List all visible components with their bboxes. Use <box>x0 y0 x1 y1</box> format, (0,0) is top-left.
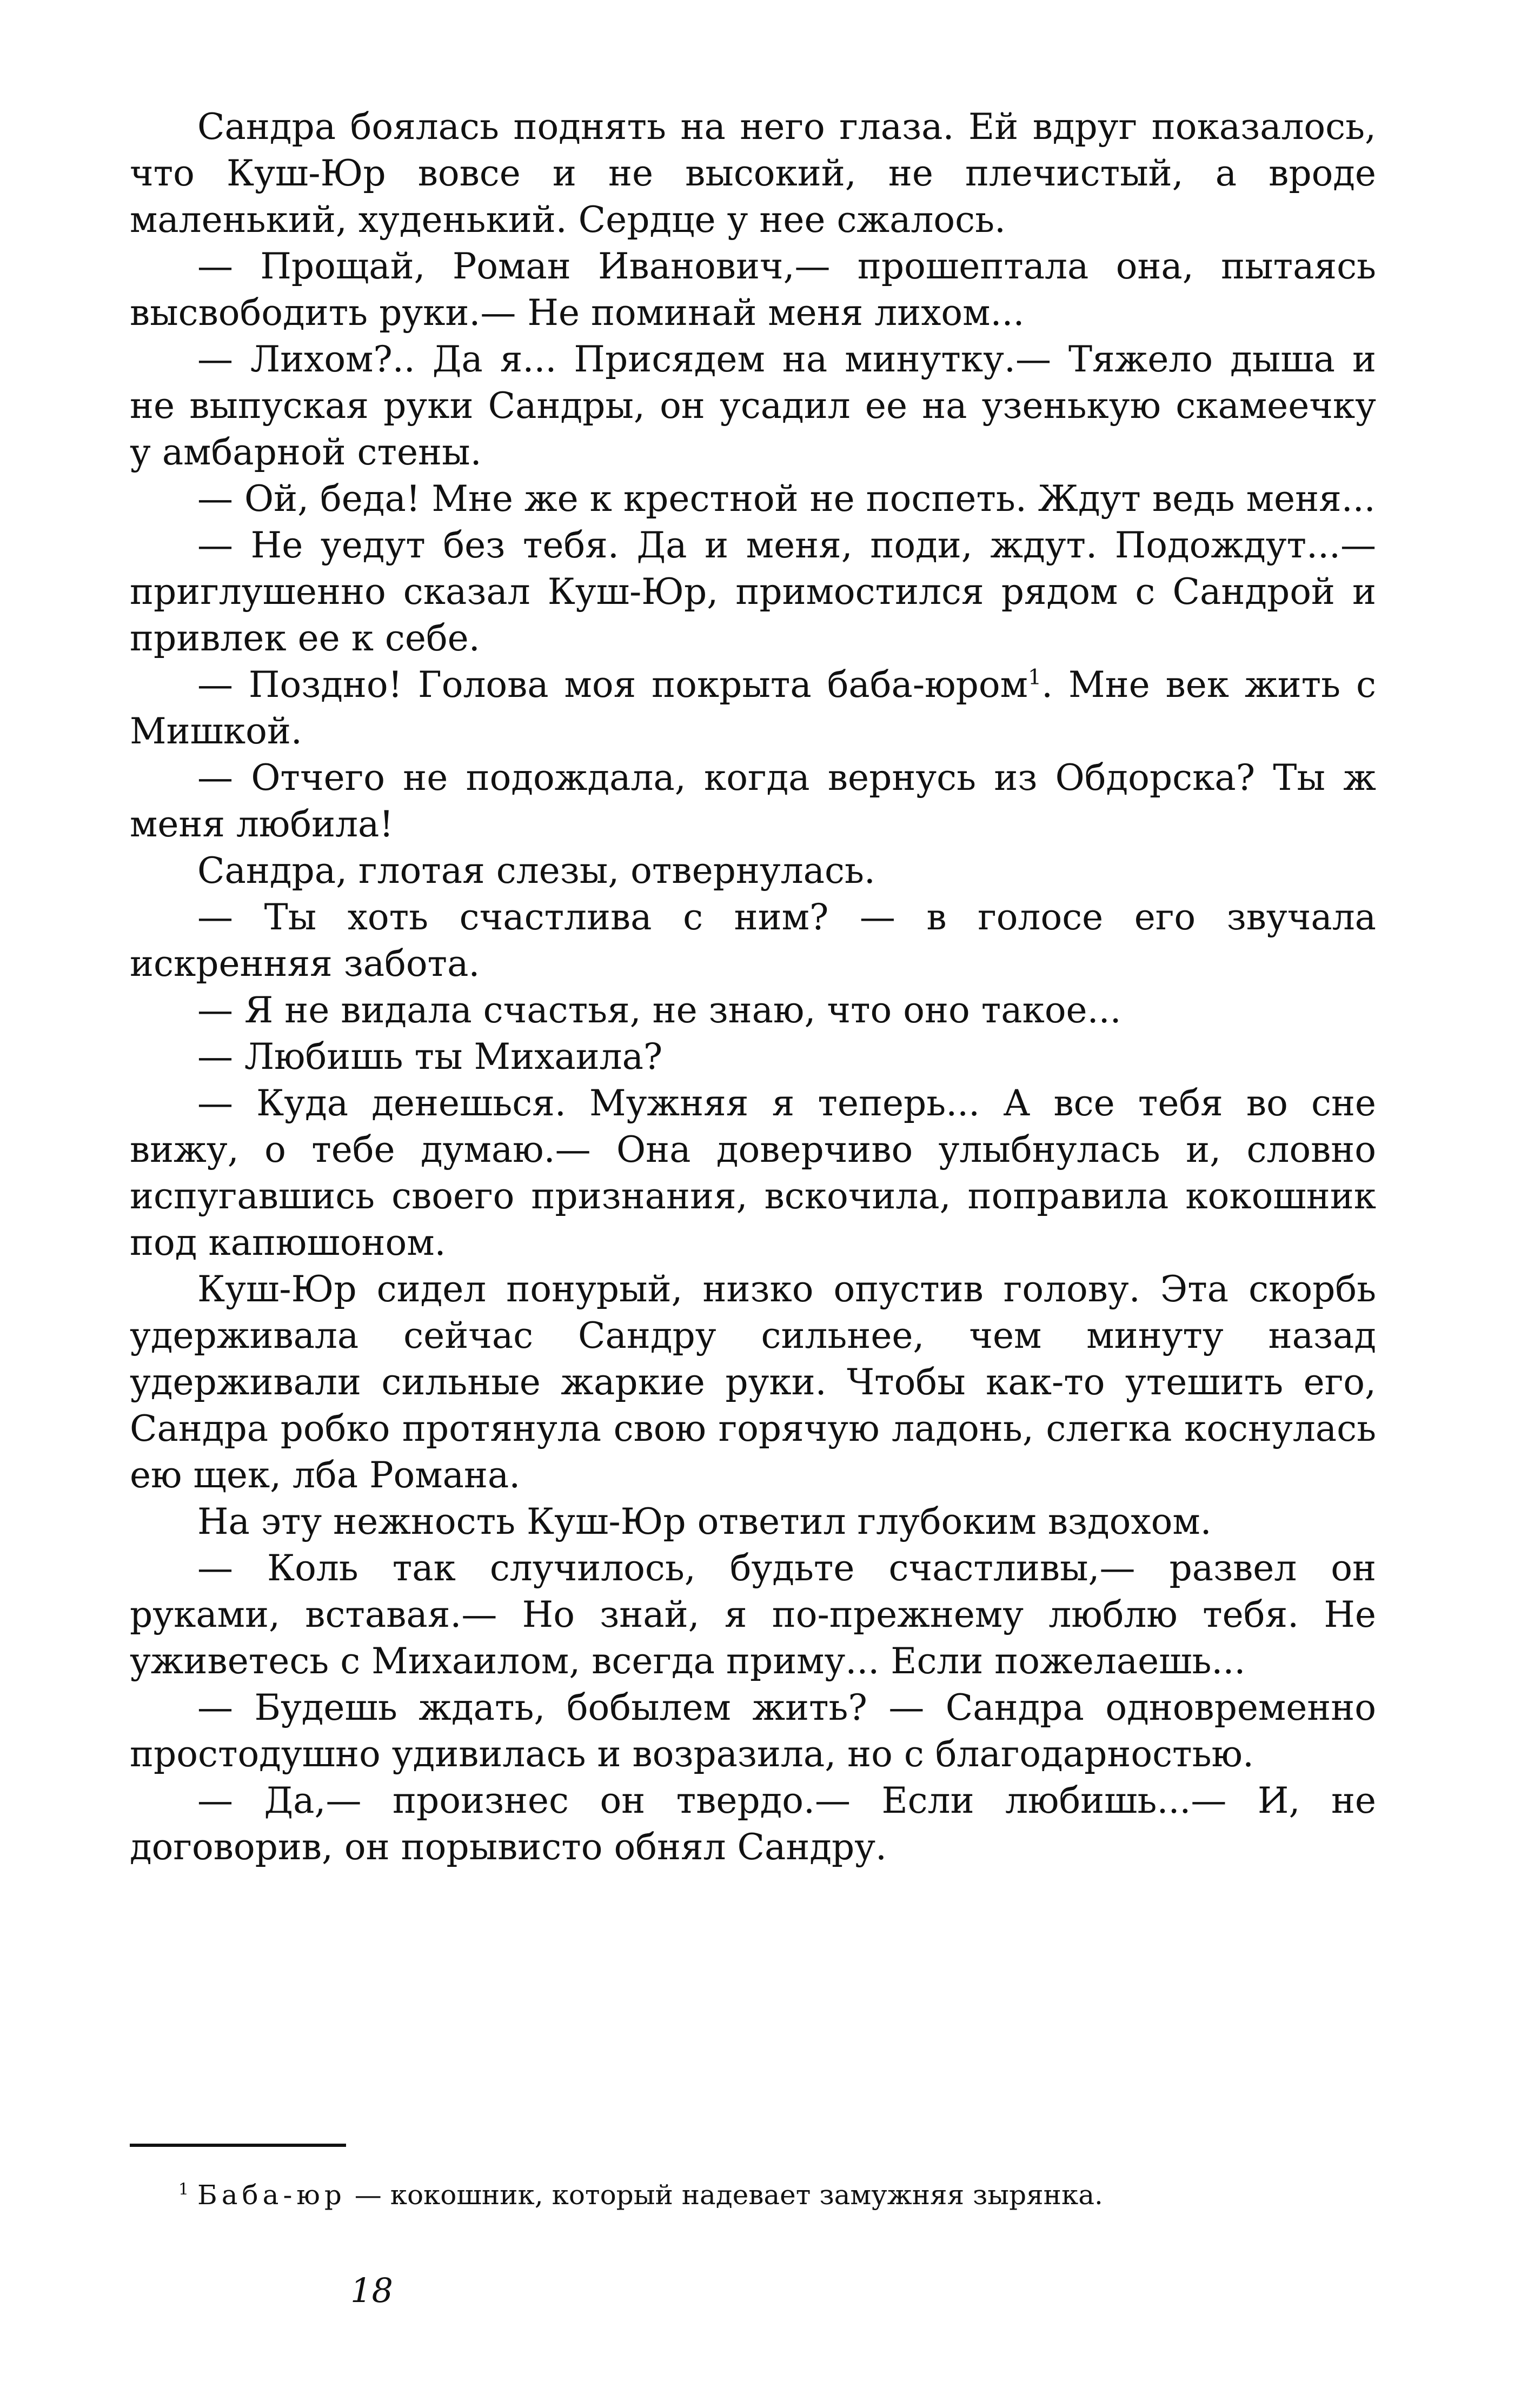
footnote-text: — кокошник, который надевает замужняя зырянка. <box>346 2179 1103 2211</box>
paragraph-text: — Поздно! Голова моя покрыта баба-юром <box>197 664 1028 706</box>
paragraph: — Прощай, Роман Иванович,— прошептала она, пытаясь высвободить руки.— Не поминай меня лихом... <box>130 245 1376 334</box>
footnote-term: Баба-юр <box>197 2179 346 2211</box>
paragraph-with-footnote <box>130 662 1376 755</box>
footnote <box>130 2178 1376 2212</box>
footnote-reference: 1 <box>1027 665 1042 690</box>
paragraph: Сандра, глотая слезы, отвернулась. <box>197 850 875 892</box>
paragraph: — Не уедут без тебя. Да и меня, поди, ждут. Подождут...— приглушенно сказал Куш-Юр, примостился рядом с Сандрой и привлек ее к себе. <box>130 524 1376 659</box>
paragraph: На эту нежность Куш-Юр ответил глубоким вздохом. <box>197 1501 1212 1542</box>
paragraph: — Ты хоть счастлива с ним? — в голосе его звучала искренняя забота. <box>130 896 1376 985</box>
paragraph: Сандра боялась поднять на него глаза. Ей вдруг показалось, что Куш-Юр вовсе и не высокий, не плечистый, а вроде маленький, худенький. Сердце у нее сжалось. <box>130 106 1376 241</box>
footnote-divider <box>130 2144 346 2147</box>
paragraph: — Отчего не подождала, когда вернусь из Обдорска? Ты ж меня любила! <box>130 757 1376 845</box>
paragraph: — Коль так случилось, будьте счастливы,— развел он руками, вставая.— Но знай, я по-прежнему люблю тебя. Не уживетесь с Михаилом, всегда приму... Если пожелаешь... <box>130 1547 1376 1682</box>
paragraph: — Любишь ты Михаила? <box>197 1036 663 1077</box>
paragraph: — Лихом?.. Да я... Присядем на минутку.— Тяжело дыша и не выпуская руки Сандры, он усадил ее на узенькую скамеечку у амбарной стены. <box>130 338 1376 473</box>
paragraph: — Ой, беда! Мне же к крестной не поспеть. Ждут ведь меня... <box>197 478 1376 520</box>
paragraph: Куш-Юр сидел понурый, низко опустив голову. Эта скорбь удерживала сейчас Сандру сильнее, чем минуту назад удерживали сильные жаркие руки. Чтобы как-то утешить его, Сандра робко протянула свою горячую ладонь, слегка коснулась ею щек, лба Романа. <box>130 1268 1376 1496</box>
paragraph: — Куда денешься. Мужняя я теперь... А все тебя во сне вижу, о тебе думаю.— Она доверчиво улыбнулась и, словно испугавшись своего признания, вскочила, поправила кокошник под капюшоном. <box>130 1082 1376 1263</box>
paragraph: — Я не видала счастья, не знаю, что оно такое... <box>197 989 1121 1031</box>
paragraph: — Будешь ждать, бобылем жить? — Сандра одновременно простодушно удивилась и возразила, но с благодарностью. <box>130 1687 1376 1775</box>
body-text <box>130 104 1376 1871</box>
paragraph-text: . Мне век жить с Мишкой. <box>130 664 1377 752</box>
page-number: 18 <box>350 2271 393 2310</box>
footnote-marker: 1 <box>178 2180 189 2199</box>
paragraph: — Да,— произнес он твердо.— Если любишь...— И, не договорив, он порывисто обнял Сандру. <box>130 1780 1376 1868</box>
